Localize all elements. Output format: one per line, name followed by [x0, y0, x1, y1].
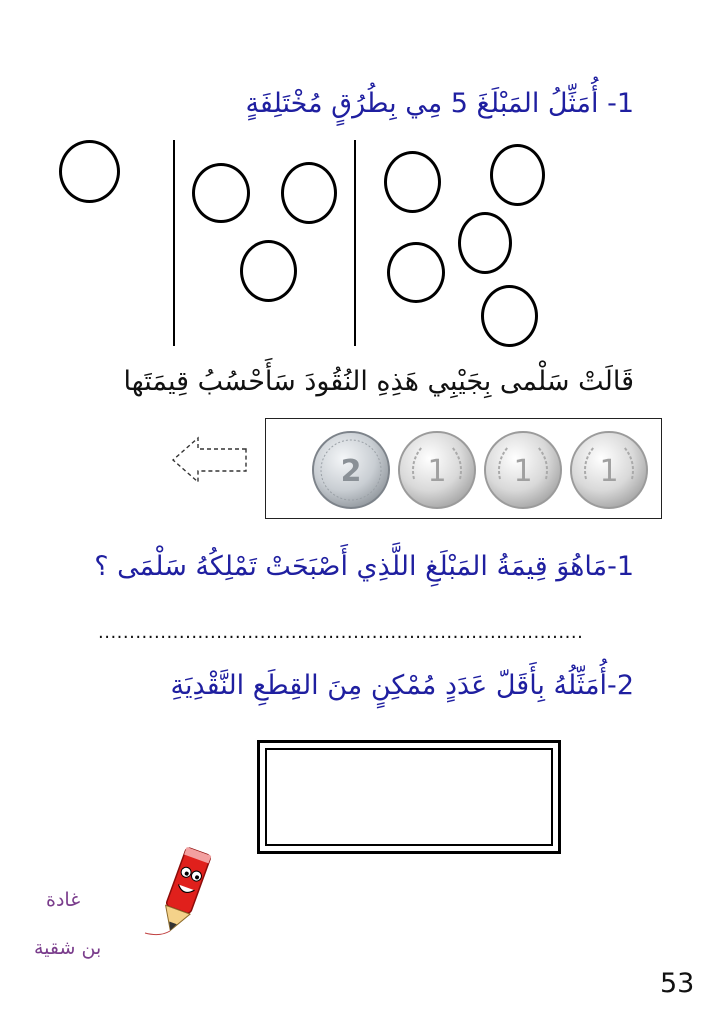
question-1: 1-مَاهُوَ قِيمَةُ المَبْلَغِ اللَّذِي أَصْبَحَتْ تَمْلِكُهُ سَلْمَى ؟: [94, 551, 634, 582]
coin-circle[interactable]: [192, 163, 250, 223]
coin-label: 2: [340, 454, 362, 489]
exercise1-title: 1- أُمَثِّلُ المَبْلَغَ 5 مِي بِطُرُقٍ مُخْتَلِفَةٍ: [245, 88, 634, 119]
coin-1-icon: [568, 429, 650, 511]
coin-circle[interactable]: [481, 285, 538, 347]
author-first-name: غادة: [46, 889, 81, 911]
coin-label: 1: [513, 454, 533, 489]
answer-line[interactable]: ..............................................................................: [98, 622, 584, 643]
coin-2-icon: [310, 429, 392, 511]
coin-circle[interactable]: [384, 151, 441, 213]
coin-label: 1: [427, 454, 447, 489]
arrow-left-icon: [170, 436, 250, 486]
exercise2-intro: قَالَتْ سَلْمى بِجَيْبِي هَذِهِ النُقُودَ سَأَحْسُبُ قِيمَتَها: [123, 366, 634, 397]
coin-circle[interactable]: [387, 242, 445, 303]
coin-circle[interactable]: [458, 212, 512, 274]
coin-1-icon: [396, 429, 478, 511]
coin-circle[interactable]: [490, 144, 545, 206]
coin-circle[interactable]: [240, 240, 297, 302]
coin-circle[interactable]: [59, 140, 120, 203]
coin-circle[interactable]: [281, 162, 337, 224]
coin-1-icon: [482, 429, 564, 511]
page-number: 53: [660, 968, 695, 999]
pencil-mascot-icon: [140, 845, 230, 940]
divider-line: [173, 140, 175, 346]
author-last-name: بن شقية: [34, 937, 102, 959]
question-2: 2-أُمَثِّلُهُ بِأَقَلّ عَدَدٍ مُمْكِنٍ مِنَ القِطَعِ النَّقْدِيَةِ: [170, 670, 634, 701]
divider-line: [354, 140, 356, 346]
answer-box-inner: [265, 748, 553, 846]
coin-label: 1: [599, 454, 619, 489]
answer-box[interactable]: [257, 740, 561, 854]
coins-box: [265, 418, 662, 519]
